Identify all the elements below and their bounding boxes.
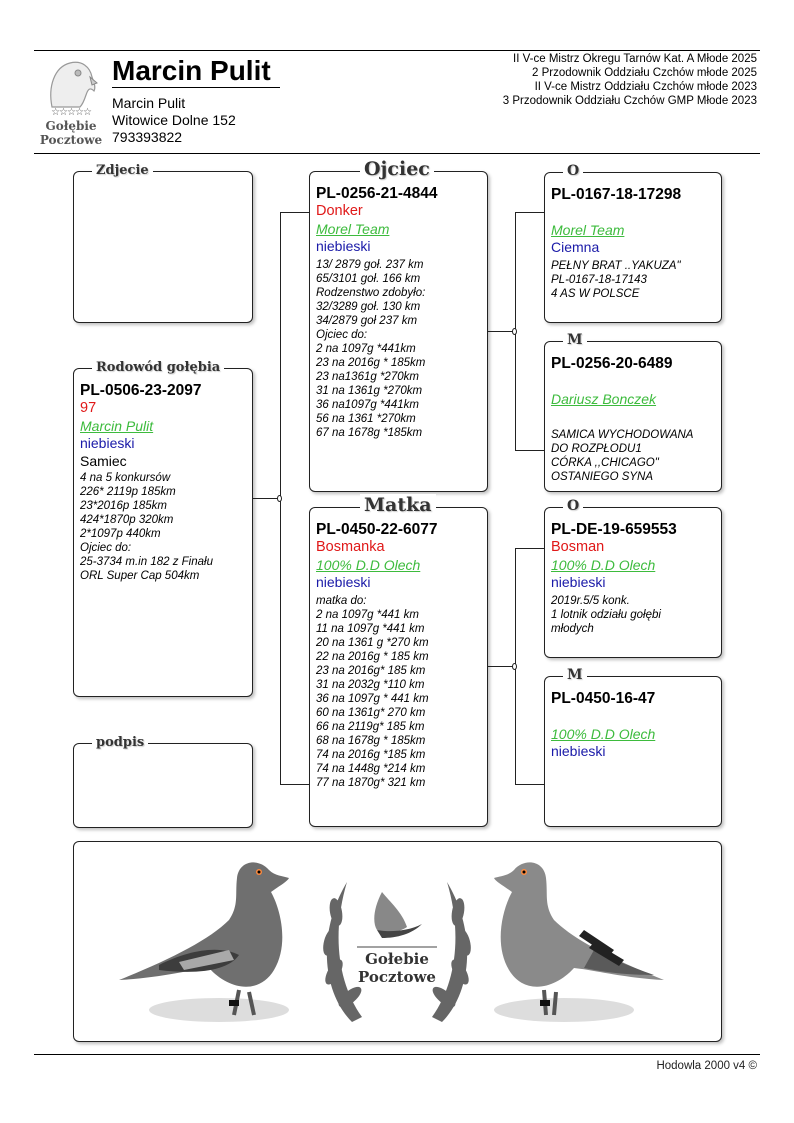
pigeon-notes [80, 471, 246, 583]
pigeon-box [73, 360, 253, 697]
maternal-grandfather-ring: PL-DE-19-659553 [551, 521, 677, 538]
note-line: ORL Super Cap 504km [80, 570, 200, 582]
note-line: 67 na 1678g *185km [316, 427, 423, 439]
note-line: 424*1870p 320km [80, 514, 174, 526]
connector-node [512, 663, 517, 670]
connector [515, 548, 544, 549]
maternal-grandmother-breeder: 100% D.D Olech [551, 726, 656, 742]
paternal-grandfather-title: O [563, 163, 583, 179]
note-line: DO ROZPŁODU1 [551, 443, 642, 455]
header-top-rule [34, 50, 760, 51]
achievement: 3 Przodownik Oddziału Czchów GMP Młode 2023 [502, 95, 757, 107]
note-line: 36 na1097g *441km [316, 399, 419, 411]
pigeon-right-icon [484, 850, 684, 1035]
father-notes [316, 258, 481, 440]
father-ring: PL-0256-21-4844 [316, 185, 438, 202]
achievement: II V-ce Mistrz Okregu Tarnów Kat. A Młode 2025 [513, 53, 757, 65]
note-line: 74 na 2016g *185 km [316, 749, 426, 761]
paternal-grandfather-box [544, 163, 722, 323]
logo-text-line2: Pocztowe [39, 133, 103, 147]
maternal-grandfather-name: Bosman [551, 539, 605, 555]
mother-box [309, 494, 488, 827]
achievement: II V-ce Mistrz Oddziału Czchów młode 2023 [534, 81, 757, 93]
maternal-grandmother-box [544, 667, 722, 827]
paternal-grandmother-title: M [563, 332, 587, 348]
header-bottom-rule [34, 153, 760, 154]
club-logo [36, 55, 106, 147]
laurel-emblem-icon [312, 852, 482, 1032]
owner-info [112, 95, 236, 146]
note-line: 4 na 5 konkursów [80, 472, 171, 484]
note-line: CÓRKA ,,CHICAGO" [551, 457, 659, 469]
paternal-grandfather-notes [551, 259, 715, 301]
note-line: 2019r.5/5 konk. [551, 595, 630, 607]
note-line: PL-0167-18-17143 [551, 274, 647, 286]
maternal-grandfather-title: O [563, 498, 583, 514]
photo-box-title: Zdjecie [92, 163, 153, 178]
note-line: 2 na 1097g *441 km [316, 609, 419, 621]
note-line: 4 AS W POLSCE [551, 288, 640, 300]
note-line: 25-3734 m.in 182 z Finału [80, 556, 213, 568]
rating-stars: ☆☆☆☆☆ [51, 107, 91, 118]
signature-box [73, 735, 253, 828]
paternal-grandmother-notes [551, 428, 715, 484]
pigeon-left-icon [99, 850, 299, 1035]
note-line: 65/3101 goł. 166 km [316, 273, 421, 285]
paternal-grandmother-box [544, 332, 722, 492]
connector [515, 212, 544, 213]
note-line: Ojciec do: [80, 542, 132, 554]
note-line: 77 na 1870g* 321 km [316, 777, 426, 789]
note-line: OSTANIEGO SYNA [551, 471, 654, 483]
pigeon-box-title: Rodowód gołębia [92, 360, 224, 375]
father-breeder: Morel Team [316, 221, 390, 237]
pigeon-breeder: Marcin Pulit [80, 418, 154, 434]
connector [515, 450, 544, 451]
note-line: 23 na 2016g * 185km [316, 357, 426, 369]
note-line: 68 na 1678g * 185km [316, 735, 426, 747]
note-line: Ojciec do: [316, 329, 368, 341]
empty-name-line [551, 204, 715, 221]
maternal-grandfather-breeder: 100% D.D Olech [551, 557, 656, 573]
pigeon-sex: Samiec [80, 453, 127, 469]
note-line: 226* 2119p 185km [80, 486, 176, 498]
empty-name-line [551, 373, 715, 390]
achievement: 2 Przodownik Oddziału Czchów młode 2025 [531, 67, 757, 79]
maternal-grandfather-box [544, 498, 722, 658]
father-box-title: Ojciec [360, 158, 434, 180]
signature-box-title: podpis [92, 735, 148, 750]
note-line: matka do: [316, 595, 367, 607]
paternal-grandmother-breeder: Dariusz Bonczek [551, 391, 657, 407]
pigeon-head-icon [42, 57, 98, 109]
note-line: SAMICA WYCHODOWANA [551, 429, 694, 441]
note-line: 2 na 1097g *441km [316, 343, 416, 355]
connector [515, 784, 544, 785]
footer-credit: Hodowla 2000 v4 © [656, 1060, 757, 1072]
achievements-list [503, 52, 757, 108]
mother-color: niebieski [316, 574, 371, 590]
note-line: 34/2879 goł 237 km [316, 315, 418, 327]
note-line: 2*1097p 440km [80, 528, 161, 540]
note-line: 56 na 1361 *270km [316, 413, 416, 425]
maternal-grandmother-ring: PL-0450-16-47 [551, 690, 656, 707]
paternal-grandfather-ring: PL-0167-18-17298 [551, 186, 682, 203]
owner-phone: 793393822 [112, 129, 183, 145]
maternal-grandfather-notes [551, 594, 715, 636]
owner-title-underline [112, 87, 280, 88]
maternal-grandmother-title: M [563, 667, 587, 683]
note-line: 20 na 1361 g *270 km [316, 637, 429, 649]
owner-title: Marcin Pulit [112, 55, 271, 86]
connector [280, 784, 309, 785]
note-line: 23*2016p 185km [80, 500, 167, 512]
pigeon-ring: PL-0506-23-2097 [80, 382, 202, 399]
father-name: Donker [316, 203, 363, 219]
connector [253, 498, 279, 499]
note-line: 31 na 2032g *110 km [316, 679, 425, 691]
owner-address: Witowice Dolne 152 [112, 112, 236, 128]
note-line: 1 lotnik odziału gołębi [551, 609, 661, 621]
connector [488, 331, 514, 332]
note-line: Rodzenstwo zdobyło: [316, 287, 426, 299]
logo-text-line1: Gołębie [45, 119, 97, 133]
note-line: 31 na 1361g *270km [316, 385, 423, 397]
pigeon-name: 97 [80, 400, 97, 416]
note-line: 11 na 1097g *441 km [316, 623, 425, 635]
note-line: 23 na 2016g* 185 km [316, 665, 426, 677]
mother-ring: PL-0450-22-6077 [316, 521, 438, 538]
maternal-grandfather-color: niebieski [551, 574, 606, 590]
photo-box [73, 163, 253, 323]
emblem-text-line2: Pocztowe [358, 968, 436, 986]
maternal-grandmother-color: niebieski [551, 743, 606, 759]
mother-breeder: 100% D.D Olech [316, 557, 421, 573]
mother-name: Bosmanka [316, 539, 385, 555]
mother-box-title: Matka [360, 494, 436, 516]
note-line: 60 na 1361g* 270 km [316, 707, 426, 719]
connector [488, 666, 514, 667]
decorative-image-panel [73, 841, 722, 1042]
empty-color-line [551, 408, 715, 425]
connector-node [512, 328, 517, 335]
father-box [309, 158, 488, 492]
note-line: 22 na 2016g * 185 km [316, 651, 429, 663]
connector-node [277, 495, 282, 502]
paternal-grandfather-breeder: Morel Team [551, 222, 625, 238]
note-line: młodych [551, 623, 594, 635]
connector [280, 212, 309, 213]
pigeon-color: niebieski [80, 435, 135, 451]
father-color: niebieski [316, 238, 371, 254]
note-line: 23 na1361g *270km [316, 371, 419, 383]
paternal-grandfather-color: Ciemna [551, 239, 600, 255]
footer-rule [34, 1054, 760, 1055]
note-line: 66 na 2119g* 185 km [316, 721, 425, 733]
note-line: 13/ 2879 goł. 237 km [316, 259, 424, 271]
empty-name-line [551, 708, 715, 725]
paternal-grandmother-ring: PL-0256-20-6489 [551, 355, 673, 372]
owner-name: Marcin Pulit [112, 95, 186, 111]
note-line: 32/3289 goł. 130 km [316, 301, 421, 313]
emblem-text-line1: Gołebie [365, 950, 429, 968]
note-line: PEŁNY BRAT ..YAKUZA" [551, 260, 681, 272]
mother-notes [316, 594, 481, 790]
note-line: 74 na 1448g *214 km [316, 763, 426, 775]
note-line: 36 na 1097g * 441 km [316, 693, 429, 705]
